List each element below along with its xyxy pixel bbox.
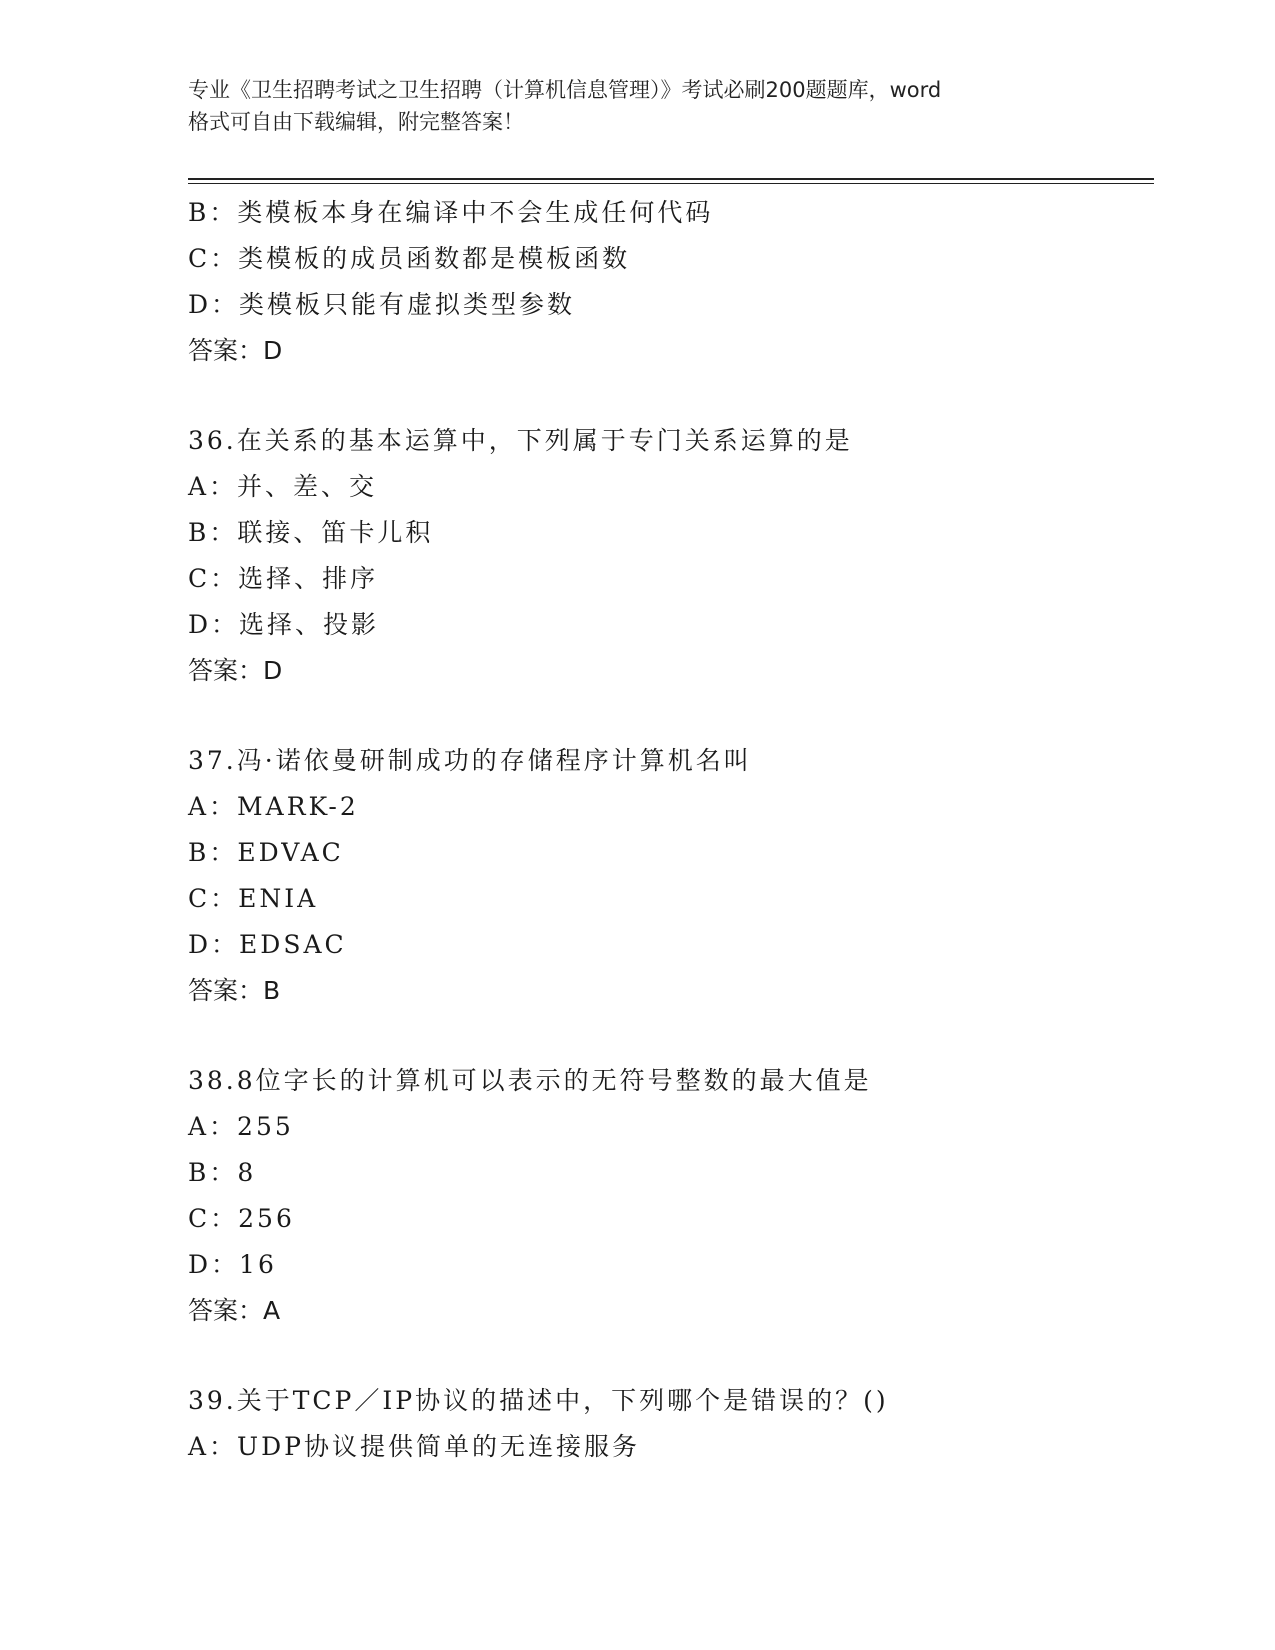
option-c: C：256 — [188, 1204, 295, 1233]
question-stem: 37.冯·诺依曼研制成功的存储程序计算机名叫 — [188, 746, 752, 775]
option-c: C：选择、排序 — [188, 564, 379, 593]
answer: 答案：B — [188, 976, 281, 1005]
header-divider-thick — [188, 178, 1154, 180]
question-stem: 39.关于TCP／IP协议的描述中，下列哪个是错误的？() — [188, 1386, 889, 1415]
option-a: A：255 — [188, 1112, 294, 1141]
question-39 — [188, 1378, 1148, 1470]
option-b: B：类模板本身在编译中不会生成任何代码 — [188, 198, 714, 227]
option-d: D：选择、投影 — [188, 610, 380, 639]
option-b: B：EDVAC — [188, 838, 344, 867]
option-a: A：MARK-2 — [188, 792, 359, 821]
question-38 — [188, 1058, 1148, 1334]
option-a: A：UDP协议提供简单的无连接服务 — [188, 1432, 640, 1461]
option-c: C：类模板的成员函数都是模板函数 — [188, 244, 631, 273]
answer: 答案：D — [188, 656, 283, 685]
header-divider-thin — [188, 183, 1154, 184]
question-list — [188, 190, 1148, 1470]
question-stem: 36.在关系的基本运算中，下列属于专门关系运算的是 — [188, 426, 853, 455]
question-35-tail — [188, 190, 1148, 374]
question-stem: 38.8位字长的计算机可以表示的无符号整数的最大值是 — [188, 1066, 872, 1095]
document-header — [188, 74, 1088, 138]
option-d: D：EDSAC — [188, 930, 347, 959]
option-d: D：16 — [188, 1250, 277, 1279]
answer: 答案：A — [188, 1296, 281, 1325]
option-d: D：类模板只能有虚拟类型参数 — [188, 290, 576, 319]
header-line-2: 格式可自由下载编辑，附完整答案！ — [188, 110, 524, 134]
option-b: B：8 — [188, 1158, 257, 1187]
header-line-1: 专业《卫生招聘考试之卫生招聘（计算机信息管理）》考试必刷200题题库，word — [188, 78, 942, 102]
option-c: C：ENIA — [188, 884, 319, 913]
answer: 答案：D — [188, 336, 283, 365]
question-36 — [188, 418, 1148, 694]
option-a: A：并、差、交 — [188, 472, 378, 501]
option-b: B：联接、笛卡儿积 — [188, 518, 434, 547]
question-37 — [188, 738, 1148, 1014]
